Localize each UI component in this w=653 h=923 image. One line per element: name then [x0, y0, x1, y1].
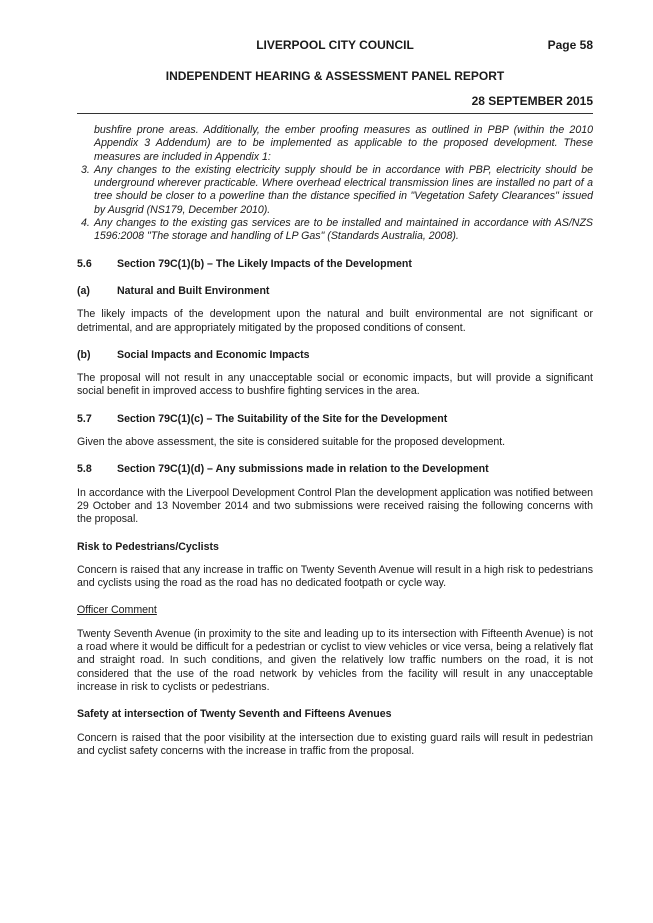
- safety-heading: Safety at intersection of Twenty Seventh and Fifteens Avenues: [77, 708, 392, 721]
- condition-number: 3.: [81, 163, 90, 176]
- section-heading-5-6: [77, 258, 593, 271]
- condition-text: Any changes to the existing gas services are to be installed and maintained in accordance with AS/NZS 1596:2008 "The storage and handling of LP Gas" (Standards Australia, 2008).: [94, 217, 593, 243]
- section-title: Section 79C(1)(c) – The Suitability of the Site for the Development: [117, 412, 448, 425]
- page-number: Page 58: [547, 38, 593, 52]
- paragraph-risk: Concern is raised that any increase in traffic on Twenty Seventh Avenue will result in a high risk to pedestrians and cyclists using the road as the road has no dedicated footpath or cycle way.: [77, 563, 593, 590]
- paragraph-suitability: Given the above assessment, the site is considered suitable for the proposed development.: [77, 436, 506, 449]
- header-divider: [77, 113, 593, 114]
- section-title: Section 79C(1)(b) – The Likely Impacts of the Development: [117, 257, 412, 270]
- document-body: [77, 124, 593, 758]
- condition-item: [77, 217, 593, 244]
- section-heading-5-7: [77, 413, 593, 426]
- section-title: Section 79C(1)(d) – Any submissions made in relation to the Development: [117, 463, 489, 476]
- subsection-title: Social Impacts and Economic Impacts: [117, 348, 310, 361]
- section-heading-5-8: [77, 463, 593, 476]
- council-name: LIVERPOOL CITY COUNCIL: [256, 38, 414, 52]
- subsection-heading-b: [77, 349, 593, 362]
- section-number: 5.6: [77, 257, 92, 270]
- paragraph-submissions: In accordance with the Liverpool Development Control Plan the development application was notified between 29 October and 13 November 2014 and two submissions were received raising the following concerns with the proposal.: [77, 486, 593, 526]
- conditions-list: [77, 124, 593, 244]
- officer-comment-heading: Officer Comment: [77, 604, 157, 617]
- condition-continuation: bushfire prone areas. Additionally, the ember proofing measures as outlined in PBP (within the 2010 Appendix 3 Addendum) are to be implemented as applicable to the proposed development. These measures are included in Appendix 1:: [94, 124, 593, 163]
- risk-heading: Risk to Pedestrians/Cyclists: [77, 540, 219, 553]
- subsection-number: (b): [77, 348, 91, 361]
- paragraph-natural-environment: The likely impacts of the development upon the natural and built environmental are not significant or detrimental, and are appropriately mitigated by the proposed conditions of consent.: [77, 308, 593, 334]
- paragraph-social-impacts: The proposal will not result in any unacceptable social or economic impacts, but will provide a significant social benefit in improved access to bushfire fighting services in the area.: [77, 372, 593, 398]
- report-title: INDEPENDENT HEARING & ASSESSMENT PANEL REPORT: [165, 69, 505, 83]
- condition-number: 4.: [81, 217, 90, 230]
- subsection-title: Natural and Built Environment: [117, 284, 270, 297]
- subsection-number: (a): [77, 284, 90, 297]
- subsection-heading-a: [77, 285, 593, 298]
- condition-item: [77, 164, 593, 217]
- report-date: 28 SEPTEMBER 2015: [471, 94, 593, 108]
- paragraph-officer-comment: Twenty Seventh Avenue (in proximity to the site and leading up to its intersection with Fifteenth Avenue) is not a road where it would be difficult for a pedestrian or cyclist to view vehicles or vice versa, being a relatively flat and straight road. In such conditions, and given the relatively low traffic numbers on the road, it is not considered that the use of the road network by vehicles from the facility will result in any unacceptable increase in risk to cyclists or pedestrians.: [77, 627, 593, 693]
- condition-text: Any changes to the existing electricity supply should be in accordance with PBP, electricity should be underground wherever practicable. Where overhead electrical transmission lines are installed no part of a tree should be closer to a powerline than the distance specified in "Vegetation Safety Clearances" issued by Ausgrid (NS179, December 2010).: [94, 163, 593, 216]
- section-number: 5.8: [77, 463, 92, 476]
- header-row: [77, 38, 593, 54]
- section-number: 5.7: [77, 412, 92, 425]
- paragraph-safety: Concern is raised that the poor visibility at the intersection due to existing guard rails will result in pedestrian and cyclist safety concerns with the increase in traffic from the proposal.: [77, 731, 593, 757]
